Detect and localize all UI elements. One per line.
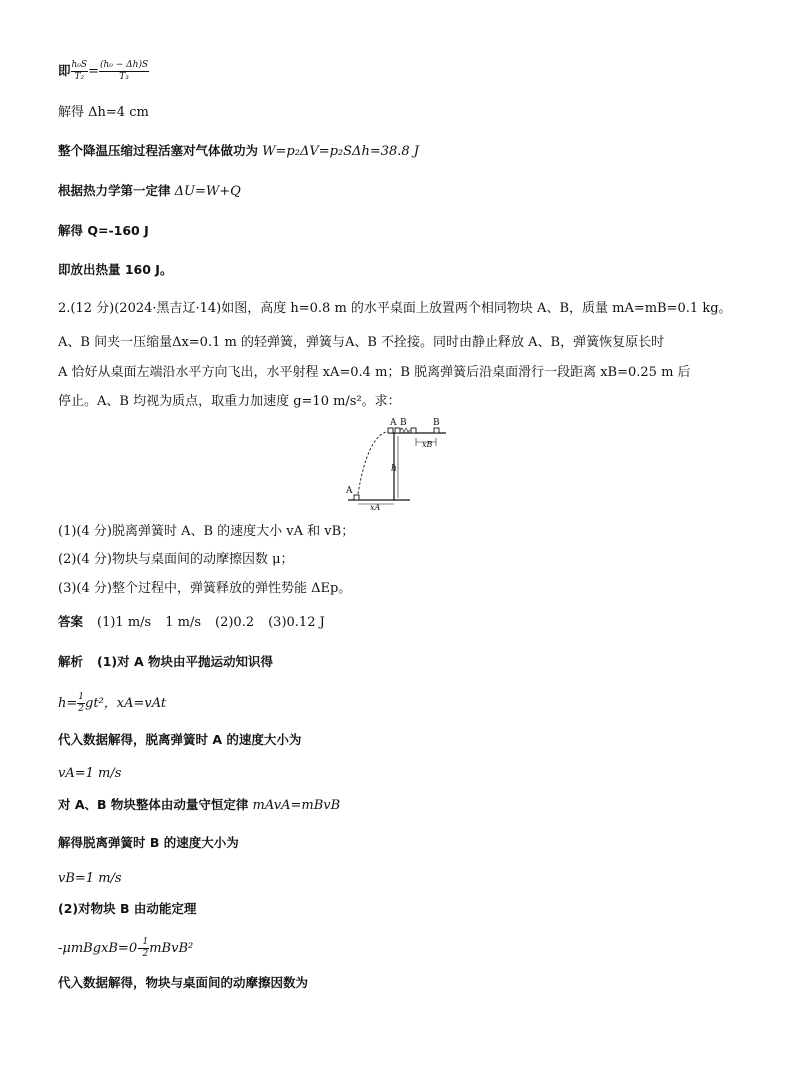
- prefix-ji: 即: [58, 63, 71, 78]
- fraction-h0S-T2: [71, 60, 89, 83]
- eq-right: mBvB²: [149, 941, 194, 956]
- fraction-numerator: h₀S: [71, 60, 88, 70]
- block-A-top: [388, 428, 393, 433]
- problem-line-2: A、B 间夹一压缩量Δx=0.1 m 的轻弹簧，弹簧与A、B 不拴接。同时由静止释放 A、B，弹簧恢复原长时: [58, 335, 665, 350]
- answer-line: [58, 613, 325, 632]
- fraction-one-half: [77, 692, 85, 715]
- block-B-top: [395, 428, 400, 433]
- projectile-equations: [58, 692, 166, 715]
- vB-result: vB=1 m/s: [58, 871, 122, 886]
- answer-2: (2)0.2: [215, 615, 255, 630]
- block-A-bottom: [354, 495, 359, 500]
- analysis-line-1: [58, 653, 273, 672]
- equation-ideal-gas: [58, 60, 149, 83]
- block-B-stop: [434, 428, 439, 433]
- question-3: (3)(4 分)整个过程中，弹簧释放的弹性势能 ΔEp。: [58, 581, 352, 596]
- eq-left: -μmBgxB=0-: [58, 941, 142, 956]
- answer-3: (3)0.12 J: [268, 615, 325, 630]
- analysis-step-1: (1)对 A 物块由平抛运动知识得: [97, 654, 274, 669]
- fraction-numerator: 1: [78, 692, 84, 702]
- work-energy-equation: [58, 937, 193, 960]
- solution-delta-h: 解得 Δh=4 cm: [58, 105, 149, 120]
- analysis-label: 解析: [58, 654, 84, 669]
- momentum-line: [58, 796, 340, 815]
- trajectory-path: [358, 431, 390, 494]
- analysis-step-3: 代入数据解得，脱离弹簧时 A 的速度大小为: [58, 732, 302, 747]
- label-h: h: [391, 464, 397, 474]
- problem-line-4: 停止。A、B 均视为质点，取重力加速度 g=10 m/s²。求：: [58, 394, 401, 409]
- problem-line-3: A 恰好从桌面左端沿水平方向飞出，水平射程 xA=0.4 m；B 脱离弹簧后沿桌面滑行一段距离 xB=0.25 m 后: [58, 365, 691, 380]
- momentum-formula: mAvA=mBvB: [252, 798, 341, 813]
- label-A-bottom: A: [346, 486, 353, 496]
- fraction-h0-dh-S-T3: [99, 60, 149, 83]
- analysis-step-10: 代入数据解得，物块与桌面间的动摩擦因数为: [58, 975, 309, 990]
- work-done-text: 整个降温压缩过程活塞对气体做功为: [58, 143, 259, 158]
- answer-label: 答案: [58, 614, 84, 629]
- solution-Q: 解得 Q=-160 J: [58, 223, 149, 238]
- analysis-step-6: 解得脱离弹簧时 B 的速度大小为: [58, 835, 239, 850]
- eq-h: h=: [58, 696, 78, 711]
- block-B-moving: [411, 428, 416, 433]
- label-A-top: A: [390, 418, 397, 428]
- label-xA: xA: [370, 503, 381, 510]
- fraction-denominator: T₂: [74, 72, 85, 82]
- problem-line-1: 2.(12 分)(2024·黑吉辽·14)如图，高度 h=0.8 m 的水平桌面上放置两个相同物块 A、B，质量 mA=mB=0.1 kg。: [58, 301, 732, 316]
- fraction-denominator: 2: [142, 949, 149, 959]
- projectile-figure: [338, 418, 458, 510]
- momentum-text: 对 A、B 物块整体由动量守恒定律: [58, 797, 249, 812]
- fraction-numerator: 1: [142, 937, 149, 947]
- vA-result: vA=1 m/s: [58, 766, 122, 781]
- analysis-step-8: (2)对物块 B 由动能定理: [58, 901, 197, 916]
- answer-1b: 1 m/s: [165, 615, 202, 630]
- answer-1: (1)1 m/s: [97, 615, 152, 630]
- first-law-formula: ΔU=W+Q: [174, 184, 241, 199]
- heat-released: 即放出热量 160 J。: [58, 262, 173, 277]
- work-done-line: [58, 142, 419, 161]
- question-2: (2)(4 分)物块与桌面间的动摩擦因数 μ；: [58, 552, 294, 567]
- work-done-formula: W=p₂ΔV=p₂SΔh=38.8 J: [262, 144, 419, 159]
- fraction-denominator: T₃: [119, 72, 129, 82]
- label-B-top: B: [400, 418, 407, 428]
- eq-rest: gt²，xA=vAt: [85, 696, 167, 711]
- label-B-right: B: [433, 418, 440, 428]
- first-law-text: 根据热力学第一定律: [58, 183, 171, 198]
- fraction-denominator: 2: [78, 704, 84, 714]
- first-law-line: [58, 182, 241, 201]
- fraction-numerator: (h₀ − Δh)S: [100, 60, 149, 70]
- spring: [400, 428, 410, 432]
- equals-sign: =: [88, 64, 99, 79]
- label-xB: xB: [422, 440, 433, 449]
- question-1: (1)(4 分)脱离弹簧时 A、B 的速度大小 vA 和 vB；: [58, 524, 355, 539]
